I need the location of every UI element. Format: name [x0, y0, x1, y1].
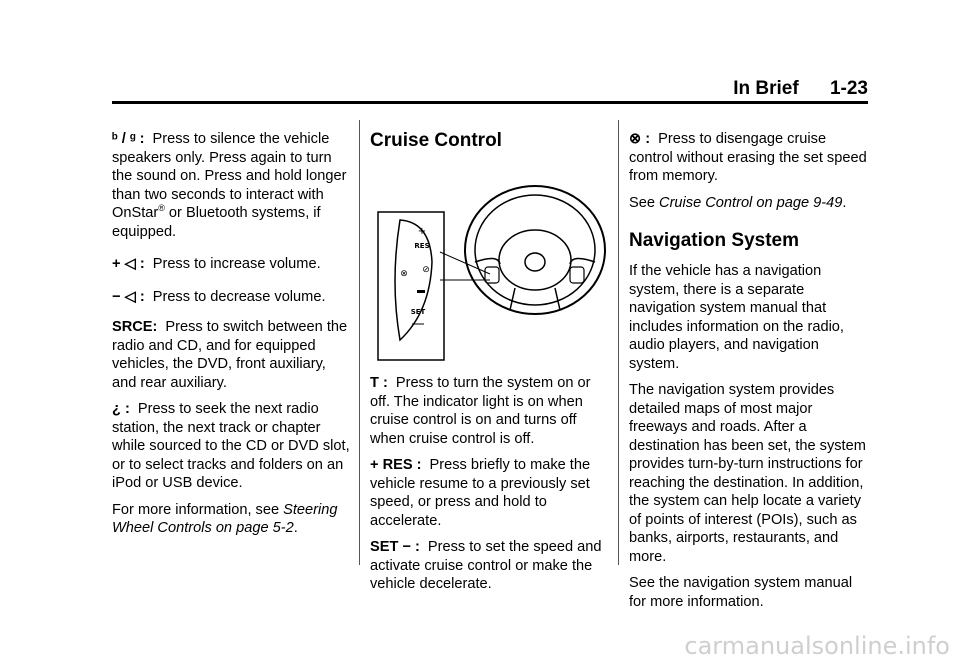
- page-number: 1-23: [829, 78, 868, 99]
- cancel-icon: ⊗ :: [629, 131, 651, 147]
- column-cruise: [370, 130, 608, 602]
- svg-text:⊘: ⊘: [422, 265, 430, 275]
- seek-paragraph: ¿ : Press to seek the next radio station, the next track or chapter while sourced to the CD or DVD slot, or to select tracks and folders on an iPod or USB device.: [112, 401, 350, 491]
- srce-paragraph: SRCE: Press to switch between the radio and CD, and for equipped vehicles, the DVD, front auxiliary, and rear auxiliary.: [112, 319, 348, 391]
- srce-label: SRCE:: [112, 319, 158, 335]
- header-rule: [112, 101, 868, 104]
- set-paragraph: SET − : Press to set the speed and activate cruise control or make the vehicle decelerate.: [370, 539, 602, 592]
- cruise-title: Cruise Control: [370, 130, 502, 151]
- watermark: carmanualsonline.info: [684, 632, 950, 660]
- column-navigation: [629, 130, 869, 619]
- steering-wheel-illustration: [370, 162, 610, 362]
- volume-up-paragraph: + ◁ : Press to increase volume.: [112, 256, 321, 272]
- cruise-onoff-paragraph: T : Press to turn the system on or off. The indicator light is on when cruise control is on and turns off when cruise control is off.: [370, 375, 591, 447]
- mute-paragraph: ᵇ / ᵍ : Press to silence the vehicle speakers only. Press again to turn the sound on. Press and hold longer than two seconds to interact with OnStar® or Bluetooth systems, if equipped.: [112, 131, 347, 240]
- res-paragraph: + RES : Press briefly to make the vehicle resume to a previously set speed, or press and hold to accelerate.: [370, 457, 591, 529]
- set-label: SET: [410, 308, 426, 316]
- navigation-title: Navigation System: [629, 230, 799, 251]
- svg-text:+: +: [417, 226, 427, 237]
- seek-icon: ¿ :: [112, 401, 130, 417]
- nav-paragraph-3: See the navigation system manual for more information.: [629, 575, 853, 610]
- section-title: In Brief: [733, 78, 799, 99]
- cruise-onoff-icon: T :: [370, 375, 388, 391]
- column-divider: [359, 120, 360, 565]
- set-key: SET − :: [370, 539, 420, 555]
- steering-wheel-figure: [370, 162, 610, 362]
- volume-down-icon: − ◁ :: [112, 288, 145, 305]
- cancel-paragraph: ⊗ : Press to disengage cruise control without erasing the set speed from memory.: [629, 131, 867, 184]
- nav-paragraph-2: The navigation system provides detailed maps of most major freeways and roads. After a destination has been set, the system provides turn-by-turn instructions for reaching the destination. In addition, the system can help locate a variety of points of interest (POIs), such as banks, airports, restaurants, and more.: [629, 382, 866, 565]
- see-cruise-paragraph: See Cruise Control on page 9-49.: [629, 194, 847, 211]
- more-info-paragraph: For more information, see Steering Wheel Controls on page 5-2.: [112, 501, 338, 536]
- res-label: RES: [414, 242, 430, 250]
- page-header: [733, 78, 868, 100]
- mute-icon: ᵇ / ᵍ :: [112, 131, 145, 147]
- column-audio: [112, 130, 350, 546]
- res-key: + RES :: [370, 457, 422, 473]
- column-divider: [618, 120, 619, 565]
- nav-paragraph-1: If the vehicle has a navigation system, there is a separate navigation system manual that includes information on the radio, audio players, and navigation system.: [629, 263, 844, 372]
- cross-reference: Cruise Control on page 9-49: [659, 194, 843, 211]
- volume-up-icon: + ◁ :: [112, 256, 145, 272]
- volume-down-paragraph: − ◁ : Press to decrease volume.: [112, 288, 326, 305]
- svg-text:⊗: ⊗: [400, 269, 408, 279]
- cross-reference: Steering Wheel Controls on page 5-2: [112, 501, 338, 536]
